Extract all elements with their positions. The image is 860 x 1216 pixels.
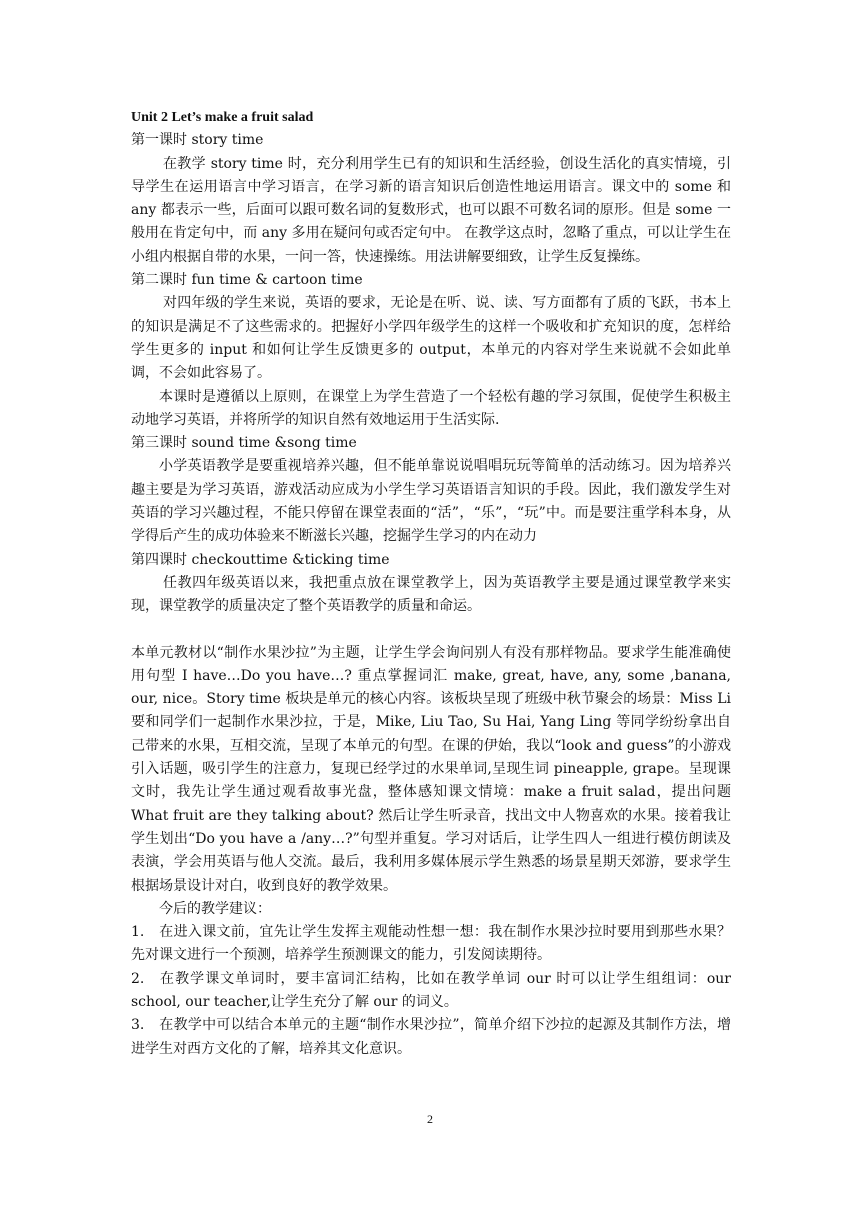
suggestion-text: 在教学中可以结合本单元的主题“制作水果沙拉”，简单介绍下沙拉的起源及其制作方法，增进学生对西方文化的了解，培养其文化意识。	[131, 1017, 731, 1057]
section-paragraph: 对四年级的学生来说，英语的要求，无论是在听、说、读、写方面都有了质的飞跃，书本上的知识是满足不了这些需求的。把握好小学四年级学生的这样一个吸收和扩充知识的度，怎样给学生更多的 input 和如何让学生反馈更多的 output，本单元的内容对学生来说就不会如此单调，不会如此容易了。	[131, 295, 731, 382]
section-heading-2: 第二课时 fun time & cartoon time	[131, 272, 363, 289]
section-paragraph: 小学英语教学是要重视培养兴趣，但不能单靠说说唱唱玩玩等简单的活动练习。因为培养兴趣主要是为学习英语，游戏活动应成为小学生学习英语语言知识的手段。因此，我们激发学生对英语的学习兴趣过程，不能只停留在课堂表面的“活”，“乐”，“玩”中。而是要注重学科本身，从学得后产生的成功体验来不断滋长兴趣，挖掘学生学习的内在动力	[131, 458, 731, 545]
suggestion-item	[131, 921, 731, 968]
section-heading-3: 第三课时 sound time &song time	[131, 435, 357, 452]
section-paragraph: 本课时是遵循以上原则，在课堂上为学生营造了一个轻松有趣的学习氛围，促使学生积极主动地学习英语，并将所学的知识自然有效地运用于生活实际.	[131, 388, 731, 428]
section-paragraph: 在教学 story time 时，充分利用学生已有的知识和生活经验，创设生活化的真实情境，引导学生在运用语言中学习语言，在学习新的语言知识后创造性地运用语言。课文中的 some 和 any 都表示一些，后面可以跟可数名词的复数形式，也可以跟不可数名词的原形。但是 some 一般用在肯定句中，而 any 多用在疑问句或否定句中。 在教学这点时，忽略了重点，可以让学生在小组内根据自带的水果，一问一答，快速操练。用法讲解要细致，让学生反复操练。	[131, 155, 731, 265]
section-heading-4: 第四课时 checkouttime &ticking time	[131, 551, 390, 568]
document-title: Unit 2 Let’s make a fruit salad	[131, 110, 314, 125]
suggestion-text: 在教学课文单词时，要丰富词汇结构，比如在教学单词 our 时可以让学生组组词：our school, our teacher,让学生充分了解 our 的词义。	[131, 970, 731, 1010]
page-number: 2	[427, 1112, 433, 1126]
document-body	[131, 106, 731, 1061]
suggestion-item	[131, 1014, 731, 1061]
suggestion-text: 在进入课文前，宜先让学生发挥主观能动性想一想：我在制作水果沙拉时要用到那些水果？先对课文进行一个预测，培养学生预测课文的能力，引发阅读期待。	[131, 924, 731, 964]
section-heading-1: 第一课时 story time	[131, 132, 264, 149]
suggestion-number: 1.	[131, 924, 145, 941]
unit-summary-paragraph: 本单元教材以“制作水果沙拉”为主题，让学生学会询问别人有没有那样物品。要求学生能准确使用句型 I have…Do you have…? 重点掌握词汇 make, great, have, any, some ,banana, our, nice。Story time 板块是单元的核心内容。该板块呈现了班级中秋节聚会的场景：Miss Li 要和同学们一起制作水果沙拉，于是，Mike, Liu Tao, Su Hai, Yang Ling 等同学纷纷拿出自己带来的水果，互相交流，呈现了本单元的句型。在课的伊始，我以“look and guess”的小游戏引入话题，吸引学生的注意力，复现已经学过的水果单词,呈现生词 pineapple, grape。呈现课文时，我先让学生通过观看故事光盘，整体感知课文情境：make a fruit salad，提出问题 What fruit are they talking about? 然后让学生听录音，找出文中人物喜欢的水果。接着我让学生划出“Do you have a /any…?”句型并重复。学习对话后，让学生四人一组进行模仿朗读及表演，学会用英语与他人交流。最后，我利用多媒体展示学生熟悉的场景星期天郊游，要求学生根据场景设计对白，收到良好的教学效果。	[131, 644, 731, 894]
paragraph-gap	[131, 619, 731, 642]
section-paragraph: 任教四年级英语以来，我把重点放在课堂教学上，因为英语教学主要是通过课堂教学来实现，课堂教学的质量决定了整个英语教学的质量和命运。	[131, 574, 731, 615]
suggestion-number: 2.	[131, 970, 145, 987]
suggestions-heading: 今后的教学建议：	[159, 900, 271, 917]
suggestion-number: 3.	[131, 1017, 145, 1034]
suggestion-item	[131, 968, 731, 1015]
